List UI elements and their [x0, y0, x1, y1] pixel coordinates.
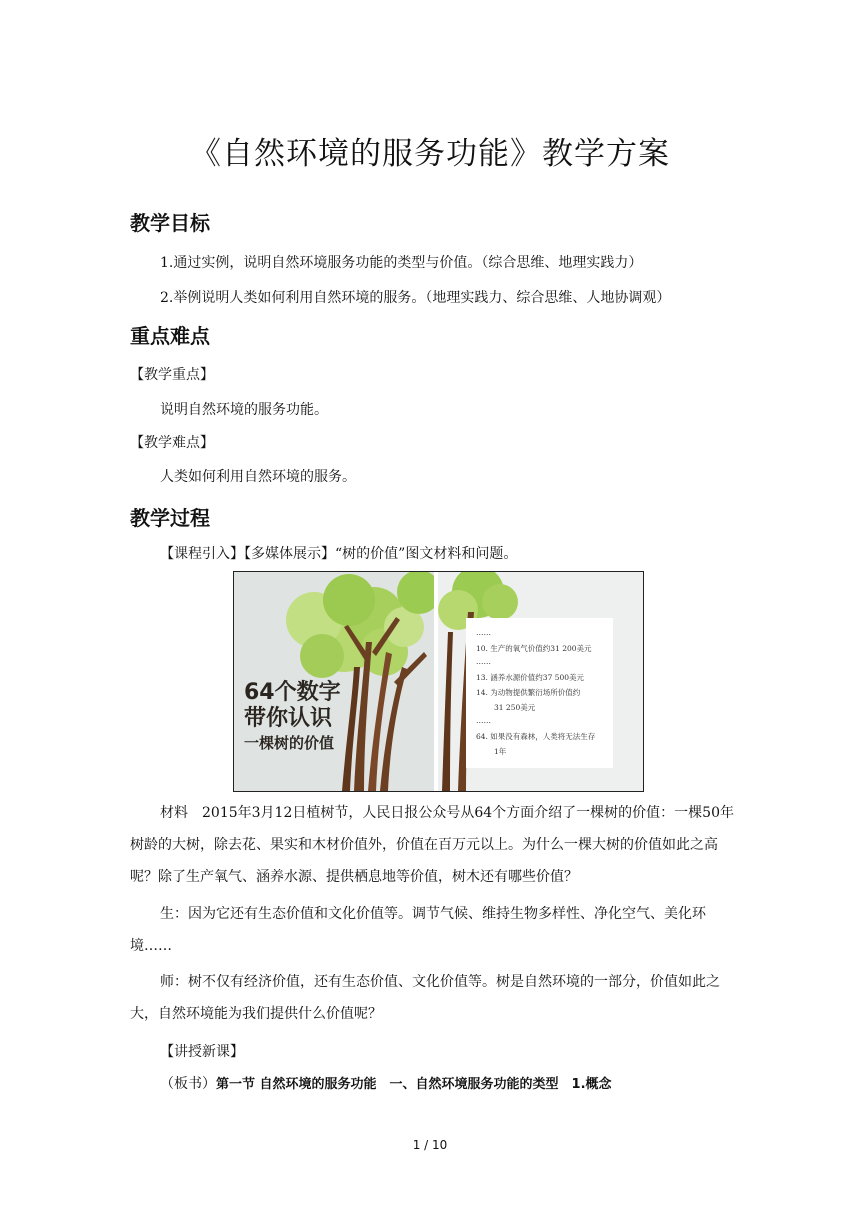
teacher-text: 师：树不仅有经济价值，还有生态价值、文化价值等。树是自然环境的一部分，价值如此之大，自然环境能为我们提供什么价值呢？	[130, 974, 720, 1022]
intro-line: 【课程引入】【多媒体展示】“树的价值”图文材料和问题。	[160, 546, 518, 562]
material-text: 材料 2015年3月12日植树节，人民日报公众号从64个方面介绍了一棵树的价值：一棵50年树龄的大树，除去花、果实和木材价值外，价值在百万元以上。为什么一棵大树的价值如此之高呢？除了生产氧气、涵养水源、提供栖息地等价值，树木还有哪些价值？	[130, 805, 734, 885]
student-paragraph	[130, 898, 742, 962]
difficulty-text: 人类如何利用自然环境的服务。	[160, 469, 356, 485]
poster-line-1: 64个数字	[244, 680, 341, 705]
teacher-paragraph	[130, 966, 742, 1030]
tree-value-figure	[233, 571, 644, 792]
board-text: 第一节 自然环境的服务功能 一、自然环境服务功能的类型 1.概念	[216, 1077, 612, 1092]
heading-objectives: 教学目标	[130, 211, 210, 235]
card-line: 13. 涵养水源价值约37 500美元	[476, 673, 585, 682]
card-line: ……	[476, 628, 491, 637]
page-number: 1 / 10	[412, 1138, 448, 1152]
poster-text	[244, 680, 341, 754]
card-line: ……	[476, 657, 491, 666]
focus-label: 【教学重点】	[130, 367, 214, 383]
poster-line-3: 一棵树的价值	[244, 734, 335, 752]
card-line: 10. 生产的氧气价值约31 200美元	[476, 644, 592, 653]
card-line: 31 250美元	[494, 703, 536, 712]
student-text: 生：因为它还有生态价值和文化价值等。调节气候、维持生物多样性、净化空气、美化环境……	[130, 906, 706, 954]
objective-2: 2.举例说明人类如何利用自然环境的服务。（地理实践力、综合思维、人地协调观）	[160, 290, 671, 306]
card-line: 14. 为动物提供繁衍场所价值约	[476, 688, 581, 697]
poster-panel	[234, 572, 434, 791]
poster-line-2: 带你认识	[244, 706, 333, 731]
heading-key-points: 重点难点	[130, 324, 210, 348]
new-lesson-label: 【讲授新课】	[160, 1044, 244, 1060]
difficulty-label: 【教学难点】	[130, 435, 214, 451]
objective-1: 1.通过实例，说明自然环境服务功能的类型与价值。（综合思维、地理实践力）	[160, 255, 643, 271]
document-title: 《自然环境的服务功能》教学方案	[190, 136, 670, 172]
heading-process: 教学过程	[130, 506, 210, 530]
board-prefix: （板书）	[160, 1076, 216, 1092]
board-line	[160, 1073, 612, 1093]
card-line: 1年	[494, 747, 507, 756]
card-line: 64. 如果没有森林，人类将无法生存	[476, 732, 596, 741]
material-paragraph	[130, 797, 742, 893]
focus-text: 说明自然环境的服务功能。	[160, 402, 328, 418]
card-line: ……	[476, 716, 491, 725]
tree-value-card	[466, 618, 613, 768]
